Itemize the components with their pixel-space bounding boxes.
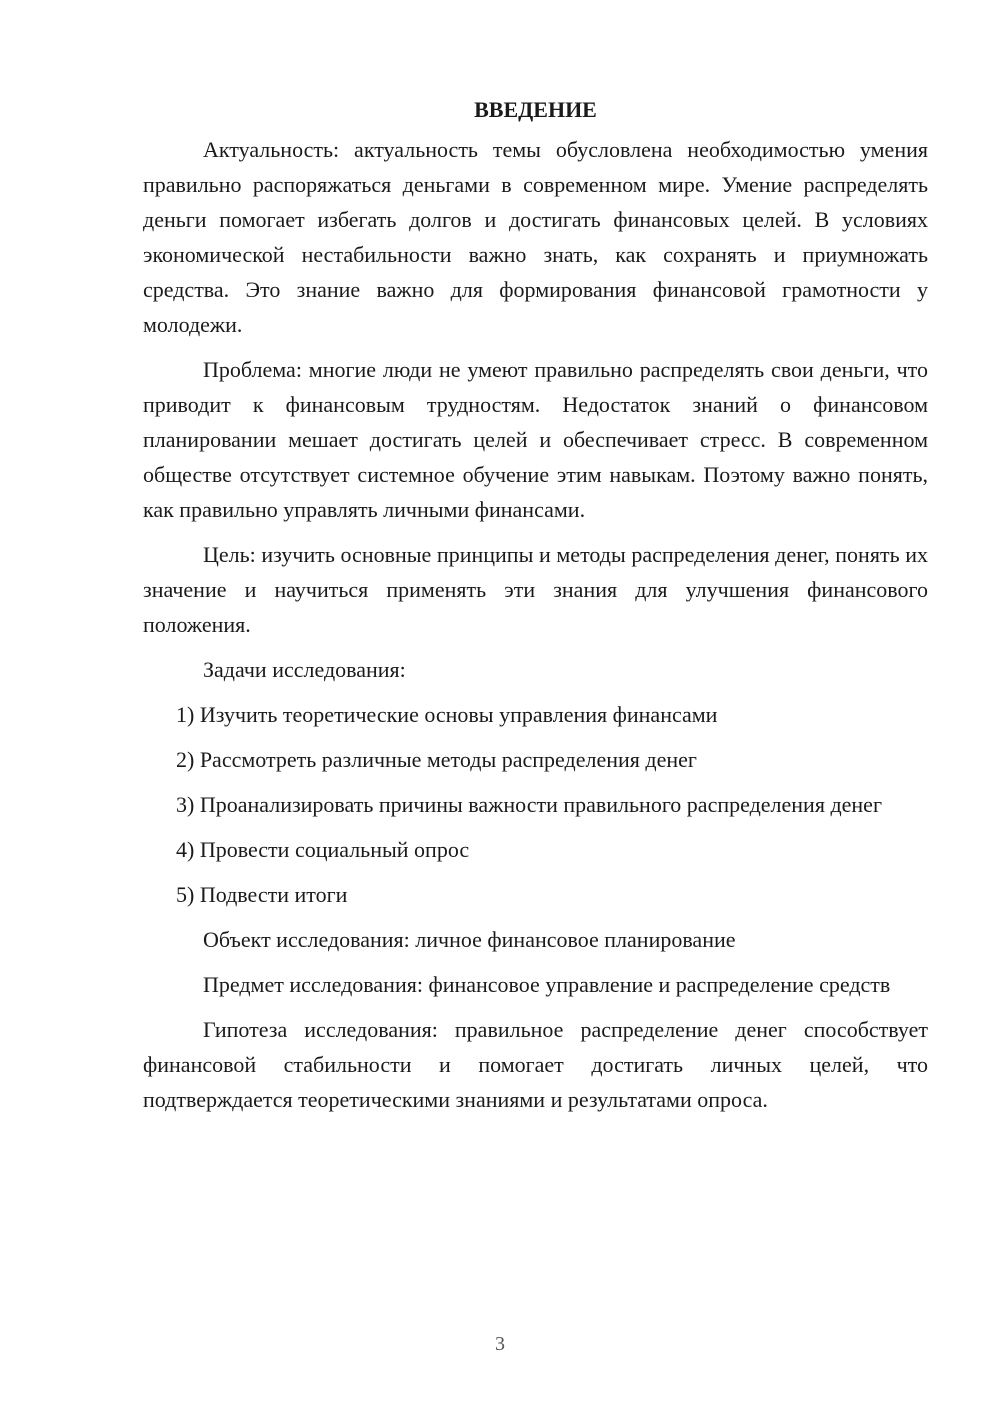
paragraph-problem: Проблема: многие люди не умеют правильно распределять свои деньги, что приводит к финансовым трудностям. Недостаток знаний о финансовом планировании мешает достигать целей и обеспечивает стресс. В современном обществе отсутствует системное обучение этим навыкам. Поэтому важно понять, как правильно управлять личными финансами. [143, 357, 928, 522]
task-item-5: 5) Подвести итоги [176, 882, 348, 907]
paragraph-hypothesis: Гипотеза исследования: правильное распределение денег способствует финансовой стабильности и помогает достигать личных целей, что подтверждается теоретическими знаниями и результатами опроса. [143, 1017, 928, 1112]
paragraph-goal: Цель: изучить основные принципы и методы распределения денег, понять их значение и научиться применять эти знания для улучшения финансового положения. [143, 542, 928, 637]
task-item-3: 3) Проанализировать причины важности правильного распределения денег [176, 792, 882, 817]
tasks-heading: Задачи исследования: [203, 657, 406, 682]
task-item-1: 1) Изучить теоретические основы управления финансами [176, 702, 718, 727]
section-title: ВВЕДЕНИЕ [474, 97, 597, 122]
page-number: 3 [495, 1333, 505, 1355]
paragraph-subject: Предмет исследования: финансовое управление и распределение средств [203, 972, 891, 997]
document-page [143, 92, 928, 1117]
task-item-4: 4) Провести социальный опрос [176, 837, 470, 862]
paragraph-relevance: Актуальность: актуальность темы обусловлена необходимостью умения правильно распоряжаться деньгами в современном мире. Умение распределять деньги помогает избегать долгов и достигать финансовых целей. В условиях экономической нестабильности важно знать, как сохранять и приумножать средства. Это знание важно для формирования финансовой грамотности у молодежи. [143, 137, 928, 337]
task-item-2: 2) Рассмотреть различные методы распределения денег [176, 747, 697, 772]
paragraph-object: Объект исследования: личное финансовое планирование [203, 927, 736, 952]
